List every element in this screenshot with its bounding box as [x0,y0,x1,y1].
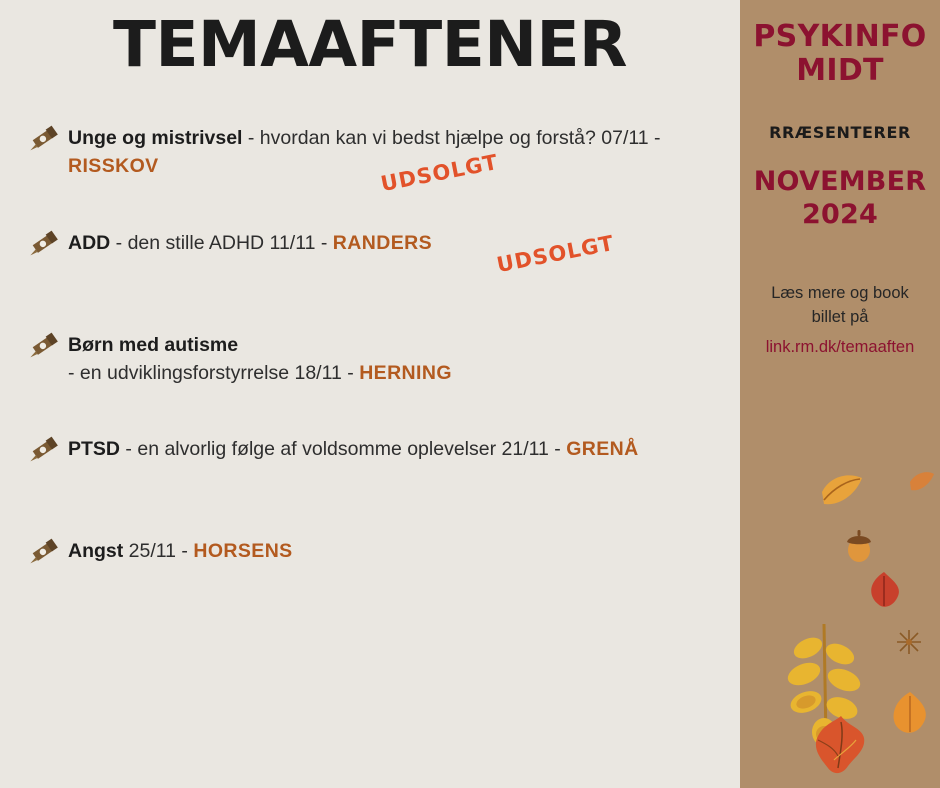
event-list [0,122,740,591]
event-description: - den stille ADHD 11/11 - [110,231,333,254]
leaf-icon [888,690,932,743]
list-item [26,535,722,591]
leaf-icon [818,470,866,515]
star-seed-icon [895,628,923,661]
pushpin-icon [26,331,68,365]
event-description: 25/11 - [123,540,194,563]
event-description: - en alvorlig følge af voldsomme oplevelser 21/11 - [120,438,567,461]
year: 2024 [802,199,878,231]
pushpin-icon [26,124,68,158]
sidebar [740,0,940,788]
event-city: GRENÅ [566,438,639,461]
booking-line-2: billet på [811,307,869,326]
brand-name [740,20,940,87]
month-heading [740,166,940,232]
status-badge: UDSOLGT [494,230,617,277]
month-name: NOVEMBER [753,166,927,198]
event-text [68,227,617,277]
status-badge: UDSOLGT [378,150,501,197]
list-item [26,329,722,388]
presents-label: RRÆSENTERER [769,123,911,143]
list-item [26,122,722,197]
pushpin-icon [26,537,68,571]
list-item [26,227,722,283]
event-city: RISSKOV [68,155,159,178]
event-text [68,329,452,388]
page-title: TEMAAFTENER [112,8,628,81]
event-title: Angst [68,540,124,563]
leaf-icon [908,468,936,499]
event-city: RANDERS [332,231,433,254]
event-title: ADD [68,231,111,254]
brand-line-1: PSYKINFO [753,19,927,54]
event-title: Unge og mistrivsel [68,127,243,150]
leaf-icon [864,570,904,617]
booking-info [740,282,940,360]
pushpin-icon [26,229,68,263]
event-text [68,122,722,197]
event-title: Børn med autisme [68,333,239,356]
booking-line-1: Læs mere og book [771,284,909,303]
list-item [26,433,722,489]
brand-line-2: MIDT [796,52,884,88]
event-description: - en udviklingsforstyrrelse 18/11 - [68,361,360,384]
pushpin-icon [26,435,68,469]
booking-link[interactable]: link.rm.dk/temaaften [765,337,915,356]
event-title: PTSD [68,438,121,461]
event-text [68,433,639,463]
event-city: HORSENS [193,540,293,563]
event-text [68,535,293,565]
event-city: HERNING [359,361,452,384]
event-description: - hvordan kan vi bedst hjælpe og forstå? 07/11 - [242,127,661,150]
leaf-icon [810,714,872,785]
acorn-icon [842,528,876,569]
